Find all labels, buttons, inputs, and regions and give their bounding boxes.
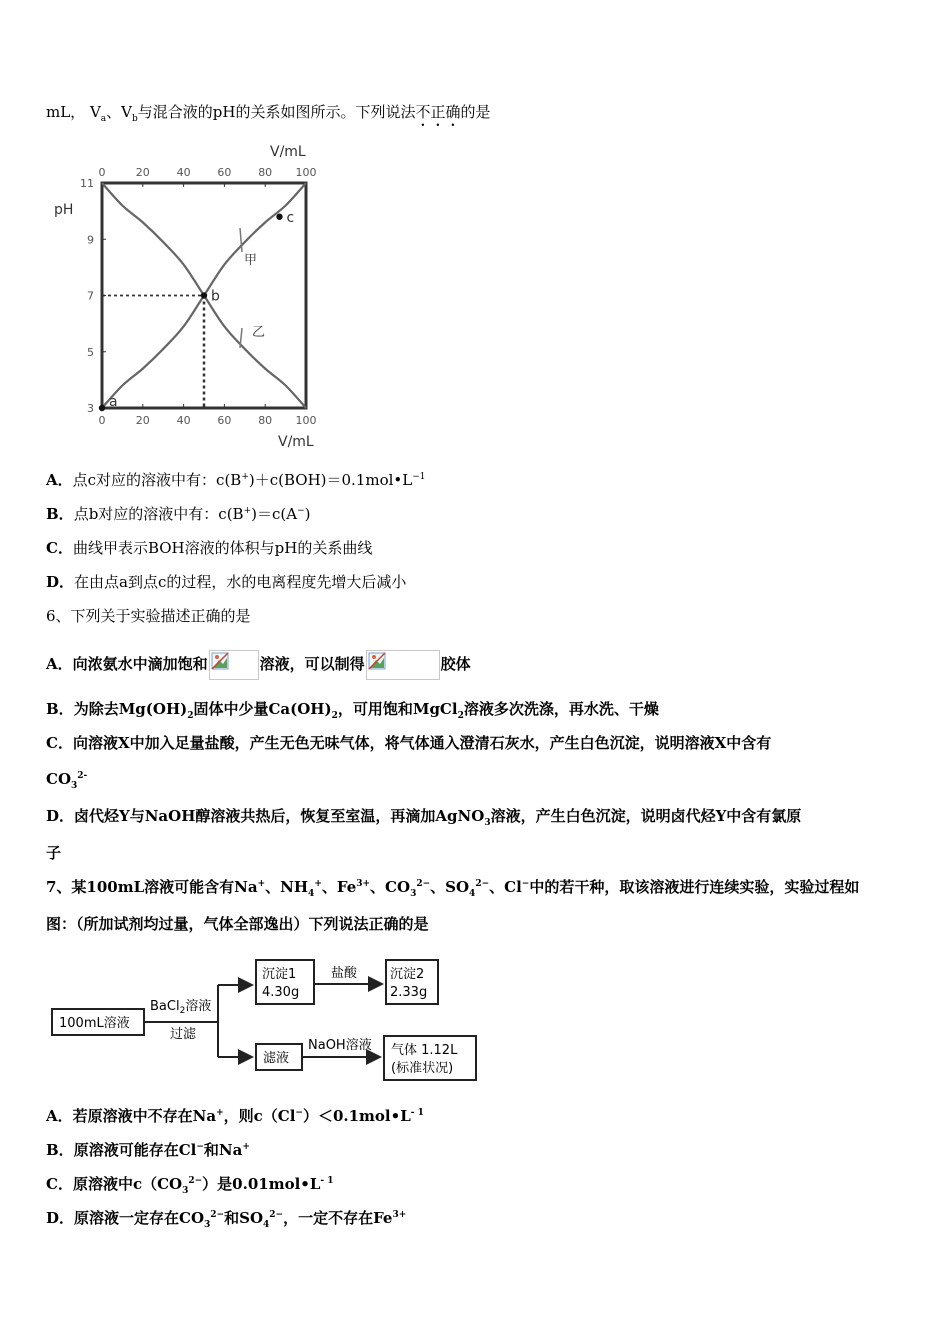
option-label: A． (46, 471, 73, 489)
option-text: ，则c（Cl (223, 1107, 296, 1125)
x-tick-bottom: 20 (135, 414, 150, 427)
q6-title: 6、下列关于实验描述正确的是 (46, 607, 251, 625)
option-text: ，可用饱和MgCl (337, 700, 458, 718)
sup: 2− (188, 1176, 203, 1186)
point-a (99, 405, 105, 411)
q6-option-d-cont: 子 (46, 844, 62, 862)
option-label: A． (46, 655, 73, 673)
x-axis-label-top: V/mL (270, 144, 306, 160)
point-c (276, 214, 282, 220)
q7-option-c (46, 1174, 334, 1194)
reagent-bacl2: BaCl$_2$溶液 (150, 999, 212, 1016)
x-tick-top: 40 (176, 166, 191, 179)
x-tick-bottom: 100 (295, 414, 317, 427)
sub: 3 (484, 818, 491, 828)
option-label: A． (46, 1107, 73, 1125)
option-text: )＝c(A (251, 505, 298, 523)
q6-option-c-cont (46, 769, 87, 789)
option-text: ) (304, 505, 311, 523)
option-text: CO (46, 770, 72, 788)
sup: - 1 (320, 1176, 334, 1186)
option-text: ）是0.01mol•L (202, 1175, 321, 1193)
sup: 2- (77, 771, 88, 781)
stem-text: mL， V (46, 103, 101, 121)
sup: + (242, 1142, 250, 1152)
option-text: 向浓氨水中滴加饱和 (72, 655, 208, 673)
option-label: D． (46, 1209, 75, 1227)
stem-emphasis: 不正确 (415, 103, 461, 121)
option-label: B． (46, 1141, 74, 1159)
y-axis-label: pH (54, 202, 74, 218)
sup: - 1 (410, 1108, 424, 1118)
option-label: C． (46, 539, 73, 557)
x-tick-bottom: 60 (217, 414, 232, 427)
option-text: 和Na (203, 1141, 243, 1159)
option-text: 曲线甲表示BOH溶液的体积与pH的关系曲线 (72, 539, 373, 557)
q5-option-c (46, 538, 372, 558)
option-text: 卤代烃Y与NaOH醇溶液共热后，恢复至室温，再滴加AgNO (74, 807, 485, 825)
q7-option-b (46, 1140, 250, 1160)
q5-option-b (46, 504, 310, 524)
point-label-b: b (211, 288, 220, 305)
sup: 2− (210, 1210, 225, 1220)
option-text: 溶液，产生白色沉淀，说明卤代烃Y中含有氯原 (490, 807, 802, 825)
gas-condition: (标准状况) (391, 1061, 454, 1076)
precipitate2-mass: 2.33g (390, 985, 428, 1000)
sup: − (521, 879, 530, 889)
stem-text: 、Cl (489, 878, 522, 896)
option-text: 为除去Mg(OH) (73, 700, 188, 718)
q7-option-a (46, 1106, 424, 1126)
option-text: 点c对应的溶液中有：c(B (72, 471, 242, 489)
option-text: 点b对应的溶液中有：c(B (73, 505, 244, 523)
stem-text: 、V (106, 103, 133, 121)
broken-image-icon (209, 650, 259, 680)
sup: + (257, 879, 266, 889)
y-tick: 3 (87, 402, 94, 415)
x-tick-bottom: 0 (98, 414, 106, 427)
reagent-hcl: 盐酸 (331, 966, 358, 981)
sup: + (216, 1108, 224, 1118)
stem-text: 的是 (460, 103, 491, 121)
option-text: )＋c(BOH)＝0.1mol•L (248, 471, 413, 489)
stem-text: 、Fe (321, 878, 357, 896)
x-tick-bottom: 40 (176, 414, 191, 427)
sup: + (314, 879, 322, 889)
sub: b (132, 114, 138, 124)
filtrate-label: 滤液 (263, 1051, 290, 1066)
stem-text: 与混合液的pH的关系如图所示。下列说法 (137, 103, 416, 121)
q7-stem-line2: 图：（所加试剂均过量，气体全部逸出）下列说法正确的是 (46, 915, 429, 933)
option-label: C． (46, 734, 73, 752)
reagent-naoh: NaOH溶液 (308, 1038, 372, 1053)
point-label-c: c (286, 209, 295, 226)
option-label: D． (46, 573, 75, 591)
x-tick-top: 0 (98, 166, 106, 179)
point-label-a: a (109, 394, 118, 410)
option-label: D． (46, 807, 75, 825)
q7-stem-line1 (46, 877, 859, 897)
broken-image-icon (366, 650, 440, 680)
sub: a (100, 114, 107, 124)
q5-stem (46, 102, 491, 130)
x-tick-top: 60 (217, 166, 232, 179)
experiment-flow-diagram (46, 950, 496, 1090)
option-label: B． (46, 700, 74, 718)
op-filter: 过滤 (170, 1027, 197, 1042)
gas-volume: 气体 1.12L (391, 1043, 458, 1058)
sup: 2− (269, 1210, 284, 1220)
option-text: 在由点a到点c的过程，水的电离程度先增大后减小 (74, 573, 407, 591)
y-tick: 7 (87, 289, 94, 303)
option-text: 原溶液一定存在CO (74, 1209, 205, 1227)
option-text: 若原溶液中不存在Na (72, 1107, 217, 1125)
stem-text: 中的若干种，取该溶液进行连续实验，实验过程如 (529, 878, 860, 896)
sub: 2 (457, 711, 464, 721)
q5-option-a (46, 470, 426, 490)
option-text: 固体中少量Ca(OH) (193, 700, 332, 718)
sup: − (295, 1108, 303, 1118)
x-axis-label-bottom: V/mL (278, 434, 314, 450)
option-label: C． (46, 1175, 73, 1193)
stem-text: 7、某100mL溶液可能含有Na (46, 878, 258, 896)
q6-option-a (46, 650, 471, 680)
q6-option-d (46, 806, 801, 826)
option-text: 原溶液中c（CO (72, 1175, 183, 1193)
precipitate1-label: 沉淀1 (262, 967, 297, 982)
stem-text: 、CO (370, 878, 411, 896)
sub: 2 (331, 711, 338, 721)
stem-text: 、NH (265, 878, 309, 896)
y-tick: 9 (87, 233, 94, 247)
q5-option-d (46, 572, 406, 592)
precipitate2-label: 沉淀2 (390, 967, 425, 982)
sub: 3 (182, 1186, 189, 1196)
option-text: ）＜0.1mol•L (302, 1107, 411, 1125)
option-text: 和SO (224, 1209, 264, 1227)
x-tick-bottom: 80 (258, 414, 273, 427)
sup: + (241, 472, 249, 482)
sub: 4 (263, 1220, 270, 1230)
sup: − (196, 1142, 204, 1152)
option-text: 溶液，可以制得 (259, 655, 365, 673)
y-tick: 5 (87, 345, 94, 359)
option-text: 向溶液X中加入足量盐酸，产生无色无味气体，将气体通入澄清石灰水，产生白色沉淀，说明溶液X中含有 (72, 734, 772, 752)
sub: 4 (469, 889, 476, 899)
precipitate1-mass: 4.30g (262, 985, 300, 1000)
sup: 2− (416, 879, 431, 889)
x-tick-top: 20 (135, 166, 150, 179)
sub: 2 (187, 711, 194, 721)
option-text: 胶体 (440, 655, 471, 673)
curve-label-jia: 甲 (244, 253, 258, 268)
sup: 2− (475, 879, 490, 889)
sup: + (243, 506, 252, 516)
stem-text: 、SO (430, 878, 470, 896)
q7-option-d (46, 1208, 406, 1228)
sup: 3+ (356, 879, 371, 889)
y-tick: 11 (80, 177, 94, 190)
q6-option-b (46, 699, 659, 719)
x-tick-top: 100 (295, 166, 317, 179)
option-text: ，一定不存在Fe (283, 1209, 393, 1227)
x-tick-top: 80 (258, 166, 273, 179)
ph-titration-chart (52, 140, 342, 452)
q6-option-c (46, 733, 771, 753)
sup: − (297, 506, 305, 516)
sub: 4 (308, 889, 315, 899)
start-label: 100mL溶液 (59, 1016, 130, 1031)
sub: 3 (71, 781, 78, 791)
sub: 3 (204, 1220, 211, 1230)
curve-label-yi: 乙 (252, 325, 266, 340)
sub: 3 (410, 889, 417, 899)
option-label: B． (46, 505, 74, 523)
option-text: 溶液多次洗涤，再水洗、干燥 (463, 700, 659, 718)
sup: 3+ (392, 1210, 407, 1220)
sup: −1 (412, 472, 426, 482)
point-b (201, 292, 207, 298)
option-text: 原溶液可能存在Cl (73, 1141, 197, 1159)
